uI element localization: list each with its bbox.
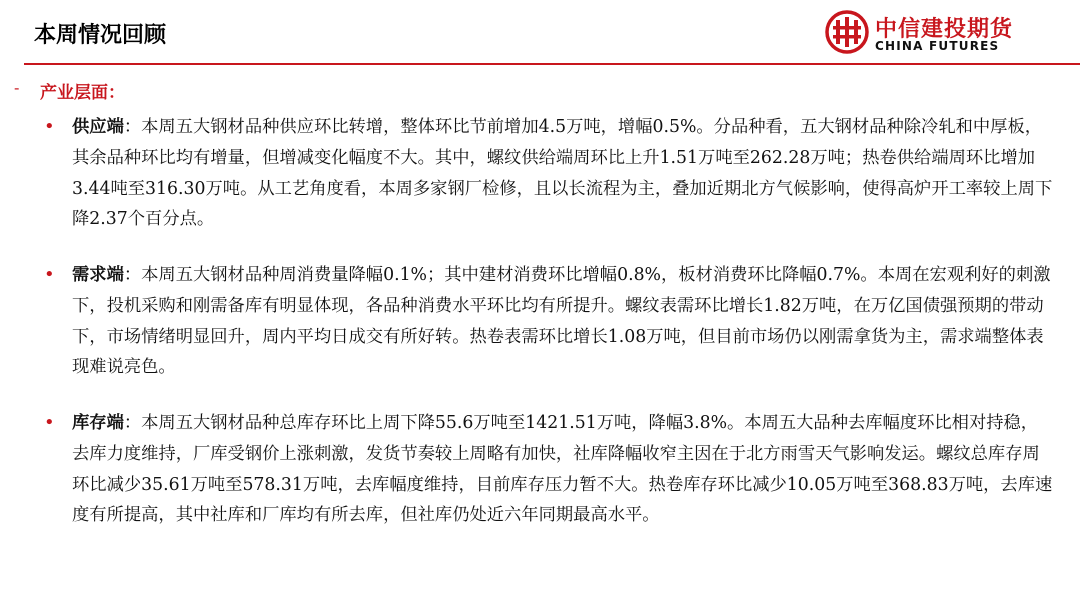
logo-chinese-name: 中信建投期货	[875, 17, 1014, 42]
logo	[825, 8, 1065, 56]
bullet-marker: •	[44, 412, 55, 433]
header-divider	[24, 63, 1080, 65]
list-item-inventory	[44, 408, 1054, 531]
term-label: 需求端	[72, 265, 124, 285]
list-item-supply	[44, 112, 1054, 235]
bullet-marker: •	[44, 264, 55, 285]
header	[0, 0, 1080, 62]
list-item-demand	[44, 260, 1054, 383]
china-futures-emblem-icon	[825, 10, 869, 54]
item-text: ：本周五大钢材品种周消费量降幅0.1%；其中建材消费环比增幅0.8%，板材消费环比降幅0.7%。本周在宏观利好的刺激下，投机采购和刚需备库有明显体现，各品种消费水平环比均有所提升。螺纹表需环比增长1.82万吨，在万亿国债强预期的带动下，市场情绪明显回升，周内平均日成交有所好转。热卷表需环比增长1.08万吨，但目前市场仍以刚需拿货为主，需求端整体表现难说亮色。	[72, 265, 1051, 378]
item-text: ：本周五大钢材品种总库存环比上周下降55.6万吨至1421.51万吨，降幅3.8%。本周五大品种去库幅度环比相对持稳，去库力度维持，厂库受钢价上涨刺激，发货节奏较上周略有加快，社库降幅收窄主因在于北方雨雪天气影响发运。螺纹总库存周环比减少35.61万吨至578.31万吨，去库幅度维持，目前库存压力暂不大。热卷库存环比减少10.05万吨至368.83万吨，去库速度有所提高，其中社库和厂库均有所去库，但社库仍处近六年同期最高水平。	[72, 413, 1053, 526]
term-label: 库存端	[72, 413, 124, 433]
bullet-marker: •	[44, 116, 55, 137]
term-label: 供应端	[72, 117, 124, 137]
section-label: 产业层面：	[40, 83, 125, 103]
logo-english-name: CHINA FUTURES	[875, 39, 1000, 53]
dash-marker: -	[14, 78, 20, 97]
page-title: 本周情况回顾	[34, 23, 167, 48]
item-text: ：本周五大钢材品种供应环比转增，整体环比节前增加4.5万吨，增幅0.5%。分品种看，五大钢材品种除冷轧和中厚板，其余品种环比均有增量，但增减变化幅度不大。其中，螺纹供给端周环比上升1.51万吨至262.28万吨；热卷供给端周环比增加3.44吨至316.30万吨。从工艺角度看，本周多家钢厂检修，且以长流程为主，叠加近期北方气候影响，使得高炉开工率较上周下降2.37个百分点。	[72, 117, 1053, 230]
